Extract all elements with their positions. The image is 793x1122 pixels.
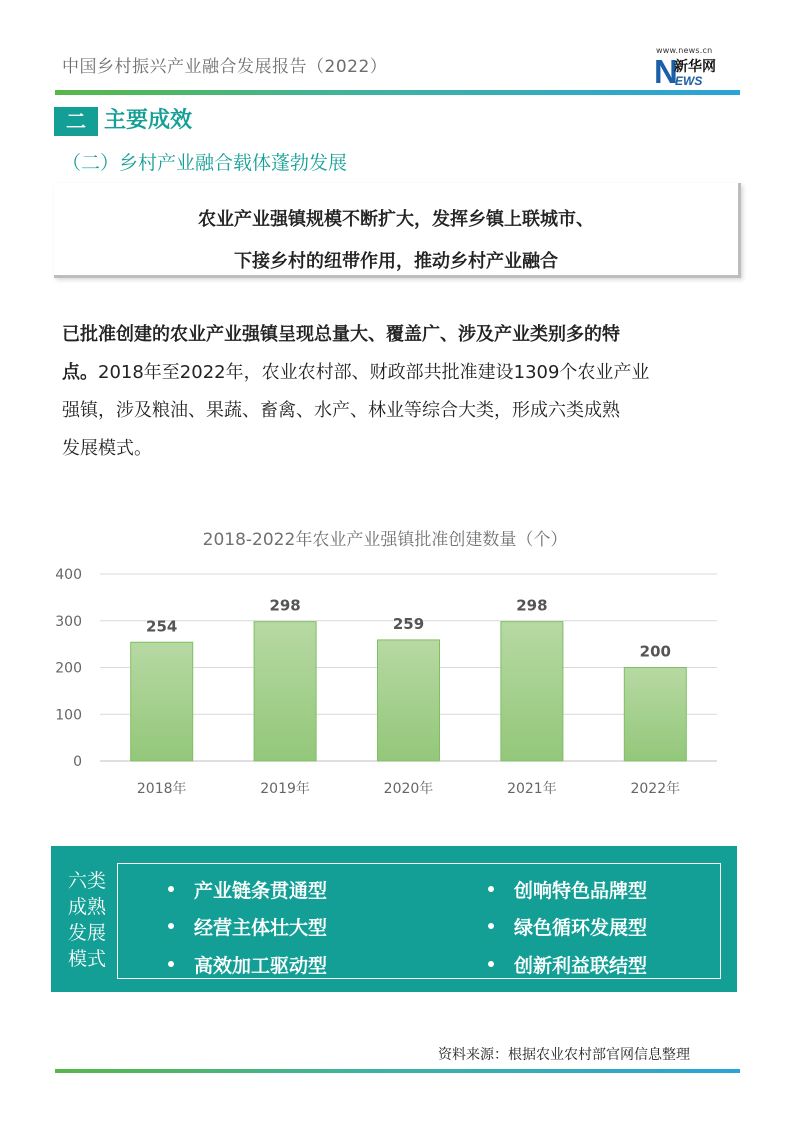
modes-label: [68, 868, 112, 972]
x-tick-label: 2019年: [260, 781, 310, 797]
y-tick-label: 300: [55, 613, 82, 630]
section-number-badge: 二: [54, 107, 98, 136]
modes-list-box: [117, 863, 721, 979]
paragraph-line-2-text: 2018年至2022年，农业农村部、财政部共批准建设1309个农业产业: [98, 362, 650, 383]
bullet-icon: [168, 923, 174, 929]
x-tick-label: 2018年: [136, 781, 187, 797]
data-label: 254: [146, 617, 178, 636]
data-label: 298: [516, 596, 548, 615]
y-tick-label: 0: [73, 754, 82, 770]
data-label: 259: [392, 614, 425, 633]
mode-item: 产业链条贯通型: [168, 876, 327, 903]
mode-item: 绿色循环发展型: [488, 913, 647, 940]
mode-item: 经营主体壮大型: [168, 913, 327, 940]
report-title: 中国乡村振兴产业融合发展报告（2022）: [62, 57, 388, 77]
xinhuanet-logo: [654, 46, 730, 92]
data-source-note: 资料来源：根据农业农村部官网信息整理: [438, 1047, 690, 1063]
section-title: 主要成效: [104, 108, 193, 133]
bar: [378, 640, 440, 761]
y-tick-label: 400: [55, 567, 82, 583]
bullet-icon: [488, 961, 494, 967]
bullet-icon: [168, 961, 174, 967]
logo-letter: N: [654, 53, 678, 90]
mode-item: 高效加工驱动型: [168, 951, 327, 978]
paragraph-line-3: 强镇，涉及粮油、果蔬、畜禽、水产、林业等综合大类，形成六类成熟: [62, 400, 620, 421]
modes-label-line: 六类: [68, 870, 107, 892]
logo-url: www.news.cn: [656, 46, 713, 55]
y-tick-label: 200: [55, 660, 82, 677]
bar: [624, 668, 686, 762]
mode-item: 创新利益联结型: [488, 951, 647, 978]
subsection-title: （二）乡村产业融合载体蓬勃发展: [62, 152, 348, 174]
bar: [254, 622, 316, 761]
modes-label-line: 模式: [68, 948, 107, 970]
y-tick-label: 100: [55, 707, 82, 724]
x-tick-label: 2020年: [383, 781, 434, 797]
bullet-icon: [488, 923, 494, 929]
header-divider: [55, 90, 740, 95]
bar: [131, 642, 193, 761]
paragraph-line-4: 发展模式。: [62, 438, 152, 459]
paragraph-bold-lead: 已批准创建的农业产业强镇呈现总量大、覆盖广、涉及产业类别多的特: [62, 324, 620, 345]
data-label: 298: [269, 596, 301, 615]
bar: [501, 622, 563, 761]
paragraph-bold-end: 点。: [62, 362, 98, 383]
logo-cn: 新华网: [674, 59, 716, 75]
paragraph-line-2: [62, 354, 734, 392]
bullet-icon: [488, 886, 494, 892]
modes-label-line: 发展: [68, 922, 107, 944]
paragraph-line-1: [62, 316, 734, 354]
bullet-icon: [168, 886, 174, 892]
callout-line-1: 农业产业强镇规模不断扩大，发挥乡镇上联城市、: [198, 209, 594, 230]
key-point-callout: [54, 183, 741, 278]
data-label: 200: [639, 642, 671, 661]
x-tick-label: 2021年: [507, 781, 557, 797]
callout-line-2: 下接乡村的纽带作用，推动乡村产业融合: [234, 251, 558, 272]
chart-title: 2018-2022年农业产业强镇批准创建数量（个）: [202, 530, 568, 550]
modes-label-line: 成熟: [68, 896, 107, 918]
logo-ews: EWS: [675, 74, 703, 88]
footer-divider: [55, 1069, 740, 1073]
x-tick-label: 2022年: [630, 781, 681, 797]
development-modes-panel: [51, 846, 737, 992]
bar-chart: [40, 520, 740, 810]
mode-item: 创响特色品牌型: [488, 876, 647, 903]
